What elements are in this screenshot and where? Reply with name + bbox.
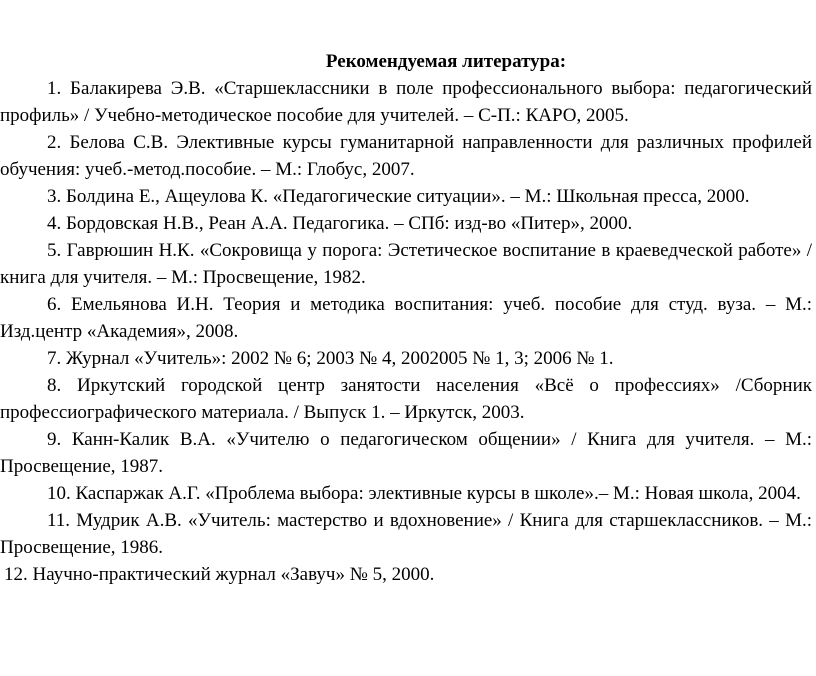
reference-item-6: 6. Емельянова И.Н. Теория и методика воспитания: учеб. пособие для студ. вуза. – М.: Изд.центр «Академия», 2008.: [0, 294, 812, 342]
reference-item-7: 7. Журнал «Учитель»: 2002 № 6; 2003 № 4, 2002005 № 1, 3; 2006 № 1.: [47, 348, 614, 369]
reference-item-1: 1. Балакирева Э.В. «Старшеклассники в поле профессионального выбора: педагогический профиль» / Учебно-методическое пособие для учителей. – С-П.: КАРО, 2005.: [0, 78, 812, 126]
reference-item-12: 12. Научно-практический журнал «Завуч» № 5, 2000.: [4, 564, 435, 585]
reference-item-4: 4. Бордовская Н.В., Реан А.А. Педагогика. – СПб: изд-во «Питер», 2000.: [47, 213, 633, 234]
reference-item-5: 5. Гаврюшин Н.К. «Сокровища у порога: Эстетическое воспитание в краеведческой работе» / книга для учителя. – М.: Просвещение, 1982.: [0, 240, 812, 288]
reference-item-11: 11. Мудрик А.В. «Учитель: мастерство и вдохновение» / Книга для старшеклассников. – М.: Просвещение, 1986.: [0, 510, 812, 558]
document-page: [0, 38, 812, 588]
reference-item-3: 3. Болдина Е., Ащеулова К. «Педагогические ситуации». – М.: Школьная пресса, 2000.: [47, 186, 750, 207]
page-title: Рекомендуемая литература:: [325, 51, 567, 72]
reference-item-8: 8. Иркутский городской центр занятости населения «Всё о профессиях» /Сборник профессиографического материала. / Выпуск 1. – Иркутск, 2003.: [0, 375, 812, 423]
reference-item-2: 2. Белова С.В. Элективные курсы гуманитарной направленности для различных профилей обучения: учеб.-метод.пособие. – М.: Глобус, 2007.: [0, 132, 812, 180]
reference-item-10: 10. Каспаржак А.Г. «Проблема выбора: элективные курсы в школе».– М.: Новая школа, 2004.: [47, 483, 801, 504]
reference-item-9: 9. Канн-Калик В.А. «Учителю о педагогическом общении» / Книга для учителя. – М.: Просвещение, 1987.: [0, 429, 812, 477]
